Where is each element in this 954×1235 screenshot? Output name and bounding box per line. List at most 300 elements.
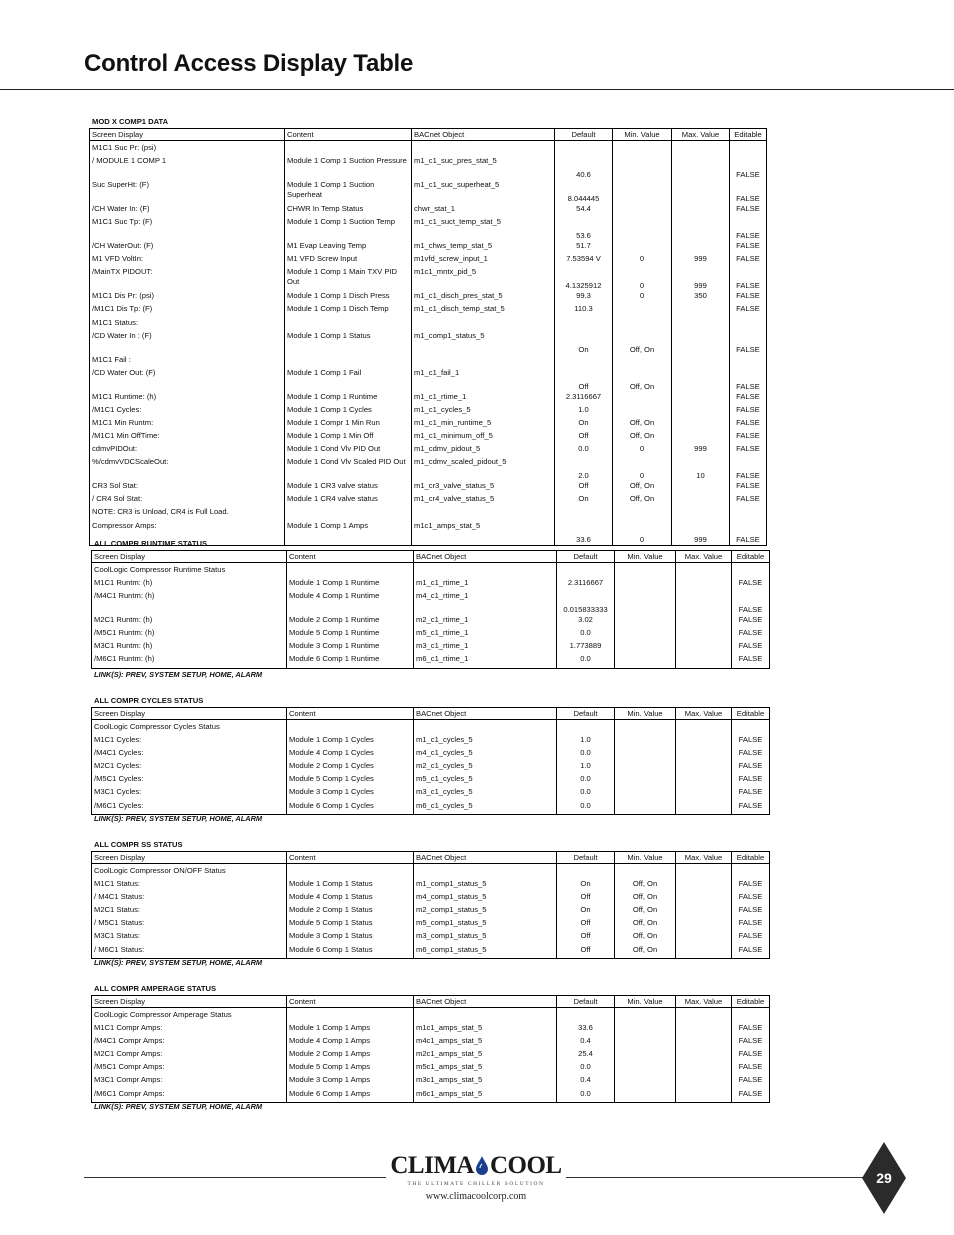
cell-editable: FALSE (730, 241, 767, 254)
cell-bacnet-object: m1_c1_suc_pres_stat_5 (412, 156, 555, 180)
cell-min-value (615, 787, 676, 800)
table-row (92, 774, 770, 787)
cell-screen-display: M3C1 Runtm: (h) (92, 641, 287, 654)
cell-screen-display: /M5C1 Cycles: (92, 774, 287, 787)
cell-editable: FALSE (730, 331, 767, 355)
cell-editable: FALSE (732, 787, 770, 800)
cell-max-value (672, 141, 730, 157)
cell-content: M1 VFD Screw Input (285, 254, 412, 267)
column-header-screen-display: Screen Display (92, 852, 287, 864)
cell-editable: FALSE (730, 392, 767, 405)
cell-editable: FALSE (732, 774, 770, 787)
column-header-max-value: Max. Value (672, 129, 730, 141)
cell-content: Module 3 Comp 1 Cycles (287, 787, 414, 800)
page-title: Control Access Display Table (84, 50, 414, 77)
cell-max-value (676, 654, 732, 668)
cell-max-value (676, 1023, 732, 1036)
cell-default-value: 1.0 (557, 761, 615, 774)
table-row (90, 405, 767, 418)
logo-text-clima: CLIMA (390, 1152, 474, 1179)
cell-default-value: Off (555, 368, 613, 392)
cell-bacnet-object: m5_comp1_status_5 (414, 918, 557, 931)
table-row (90, 481, 767, 494)
runtime-links[interactable]: LINK(S): PREV, SYSTEM SETUP, HOME, ALARM (94, 670, 263, 679)
cell-content: Module 1 Comp 1 Main TXV PID Out (285, 267, 412, 291)
cell-screen-display: /M1C1 Min OffTime: (90, 431, 285, 444)
cell-bacnet-object: m2c1_amps_stat_5 (414, 1049, 557, 1062)
cell-editable: FALSE (732, 748, 770, 761)
cell-screen-display: / MODULE 1 COMP 1 (90, 156, 285, 180)
cell-content: Module 1 Comp 1 Suction Superheat (285, 180, 412, 204)
table-row (90, 141, 767, 157)
column-header-min-value: Min. Value (615, 708, 676, 720)
cell-editable (730, 507, 767, 520)
cell-editable: FALSE (732, 801, 770, 815)
cell-screen-display: /M6C1 Compr Amps: (92, 1089, 287, 1103)
cell-content: Module 1 Comp 1 Runtime (287, 578, 414, 591)
cell-editable (730, 141, 767, 157)
cell-bacnet-object (414, 864, 557, 880)
column-header-content: Content (285, 129, 412, 141)
cell-bacnet-object: m1_c1_min_runtime_5 (412, 418, 555, 431)
cell-screen-display: M1C1 Cycles: (92, 735, 287, 748)
cell-bacnet-object (414, 720, 557, 736)
cell-screen-display: CR3 Sol Stat: (90, 481, 285, 494)
column-header-editable: Editable (730, 129, 767, 141)
column-header-max-value: Max. Value (676, 996, 732, 1008)
cell-content: Module 2 Comp 1 Amps (287, 1049, 414, 1062)
cell-min-value (615, 748, 676, 761)
cell-max-value: 999 (672, 444, 730, 457)
table-row (92, 879, 770, 892)
cell-default-value (555, 318, 613, 331)
cell-screen-display: M1C1 Status: (92, 879, 287, 892)
column-header-content: Content (287, 852, 414, 864)
column-header-default-value: Default (557, 852, 615, 864)
cell-editable: FALSE (730, 254, 767, 267)
table-row (92, 905, 770, 918)
table-row (90, 507, 767, 520)
cell-max-value (676, 879, 732, 892)
cell-max-value (676, 801, 732, 815)
cell-content (285, 507, 412, 520)
cell-default-value: Off (557, 892, 615, 905)
cell-default-value: 33.6 (555, 521, 613, 546)
cell-min-value: Off, On (613, 331, 672, 355)
cell-min-value (615, 578, 676, 591)
cell-bacnet-object: m4_comp1_status_5 (414, 892, 557, 905)
cell-default-value: 0.0 (557, 748, 615, 761)
cell-min-value (615, 735, 676, 748)
cell-max-value (672, 481, 730, 494)
amperage-status-table (91, 995, 770, 1103)
cell-default-value: 8.044445 (555, 180, 613, 204)
cell-bacnet-object: m2_c1_cycles_5 (414, 761, 557, 774)
cell-min-value (615, 720, 676, 736)
cell-max-value (676, 918, 732, 931)
column-header-content: Content (287, 708, 414, 720)
cell-content: M1 Evap Leaving Temp (285, 241, 412, 254)
cell-content: Module 4 Comp 1 Status (287, 892, 414, 905)
cell-default-value: 0.0 (557, 1062, 615, 1075)
cell-default-value: 0.0 (557, 801, 615, 815)
cell-max-value (676, 1075, 732, 1088)
cell-content: Module 1 Compr 1 Min Run (285, 418, 412, 431)
cell-default-value: 0.0 (557, 1089, 615, 1103)
cell-min-value (613, 405, 672, 418)
cell-max-value: 999 (672, 521, 730, 546)
column-header-content: Content (287, 551, 414, 563)
cell-max-value (676, 1089, 732, 1103)
column-header-bacnet-object: BACnet Object (414, 708, 557, 720)
column-header-screen-display: Screen Display (92, 551, 287, 563)
cell-screen-display: M3C1 Compr Amps: (92, 1075, 287, 1088)
cell-content: Module 6 Comp 1 Status (287, 945, 414, 959)
column-header-content: Content (287, 996, 414, 1008)
cell-content: Module 1 Cond Vlv Scaled PID Out (285, 457, 412, 481)
cell-max-value (676, 905, 732, 918)
cell-screen-display: / M6C1 Status: (92, 945, 287, 959)
cell-bacnet-object: m1c1_mntx_pid_5 (412, 267, 555, 291)
cell-bacnet-object: m4c1_amps_stat_5 (414, 1036, 557, 1049)
column-header-editable: Editable (732, 852, 770, 864)
cell-min-value (613, 304, 672, 317)
title-divider (0, 89, 954, 90)
cell-screen-display: /M4C1 Runtm: (h) (92, 591, 287, 615)
cell-screen-display: M3C1 Cycles: (92, 787, 287, 800)
cell-editable: FALSE (732, 892, 770, 905)
cell-bacnet-object: m1_c1_minimum_off_5 (412, 431, 555, 444)
cell-content: Module 6 Comp 1 Amps (287, 1089, 414, 1103)
cell-content: Module 1 Comp 1 Amps (285, 521, 412, 546)
cell-screen-display: M1C1 Compr Amps: (92, 1023, 287, 1036)
cell-screen-display: /CD Water Out: (F) (90, 368, 285, 392)
cell-max-value: 999 (672, 267, 730, 291)
cell-max-value (672, 507, 730, 520)
table-row (92, 761, 770, 774)
cell-bacnet-object (412, 507, 555, 520)
cell-screen-display: M1C1 Fail : (90, 355, 285, 368)
cell-min-value: Off, On (615, 931, 676, 944)
cell-content: Module 5 Comp 1 Runtime (287, 628, 414, 641)
table-row (92, 615, 770, 628)
cell-content (285, 355, 412, 368)
cell-max-value (672, 241, 730, 254)
cell-max-value (676, 1062, 732, 1075)
cell-content: Module 1 Comp 1 Cycles (285, 405, 412, 418)
column-header-min-value: Min. Value (615, 996, 676, 1008)
ss-links[interactable]: LINK(S): PREV, SYSTEM SETUP, HOME, ALARM (94, 958, 263, 967)
cell-bacnet-object: m1_comp1_status_5 (414, 879, 557, 892)
cell-min-value (615, 563, 676, 579)
cell-bacnet-object: m1_cdmv_scaled_pidout_5 (412, 457, 555, 481)
logo-tagline: THE ULTIMATE CHILLER SOLUTION (407, 1181, 545, 1187)
cell-content: Module 1 Cond Vlv PID Out (285, 444, 412, 457)
cell-min-value (613, 180, 672, 204)
cell-content: Module 3 Comp 1 Status (287, 931, 414, 944)
cell-bacnet-object: m1_c1_cycles_5 (412, 405, 555, 418)
cell-default-value: 1.0 (557, 735, 615, 748)
cell-bacnet-object (412, 141, 555, 157)
cell-min-value (613, 507, 672, 520)
cell-min-value (613, 217, 672, 241)
cell-max-value (676, 591, 732, 615)
amperage-links[interactable]: LINK(S): PREV, SYSTEM SETUP, HOME, ALARM (94, 1102, 263, 1111)
cell-screen-display: / M5C1 Status: (92, 918, 287, 931)
cell-screen-display: CoolLogic Compressor Runtime Status (92, 563, 287, 579)
cell-editable: FALSE (732, 1062, 770, 1075)
cell-bacnet-object: m1vfd_screw_input_1 (412, 254, 555, 267)
cell-default-value: On (555, 418, 613, 431)
cell-editable: FALSE (730, 431, 767, 444)
cell-content (287, 864, 414, 880)
cell-max-value (676, 774, 732, 787)
cell-default-value: Off (557, 918, 615, 931)
cell-screen-display: / CR4 Sol Stat: (90, 494, 285, 507)
table-row (90, 368, 767, 392)
cell-content (287, 720, 414, 736)
table-row (92, 563, 770, 579)
cell-bacnet-object: m3_c1_cycles_5 (414, 787, 557, 800)
cell-content: Module 2 Comp 1 Runtime (287, 615, 414, 628)
cell-default-value: Off (557, 945, 615, 959)
cell-default-value: On (557, 905, 615, 918)
cell-min-value: 0 (613, 444, 672, 457)
cell-editable: FALSE (732, 615, 770, 628)
cell-editable: FALSE (730, 405, 767, 418)
table-row (90, 254, 767, 267)
cell-editable: FALSE (730, 156, 767, 180)
cell-min-value (613, 204, 672, 217)
table-header-row (92, 996, 770, 1008)
cell-screen-display: M2C1 Runtm: (h) (92, 615, 287, 628)
cell-default-value: 0.4 (557, 1036, 615, 1049)
cell-content: Module 3 Comp 1 Amps (287, 1075, 414, 1088)
logo-text-cool: COOL (489, 1152, 562, 1179)
cell-editable: FALSE (732, 641, 770, 654)
cell-screen-display: M1C1 Suc Tp: (F) (90, 217, 285, 241)
cell-default-value: 1.773889 (557, 641, 615, 654)
table-row (92, 748, 770, 761)
cell-screen-display: M2C1 Cycles: (92, 761, 287, 774)
cell-content (285, 318, 412, 331)
cell-screen-display: /M1C1 Cycles: (90, 405, 285, 418)
cell-content: Module 5 Comp 1 Status (287, 918, 414, 931)
cell-content: Module 5 Comp 1 Cycles (287, 774, 414, 787)
table-row (90, 267, 767, 291)
cell-screen-display: %/cdmvVDCScaleOut: (90, 457, 285, 481)
comp1-data-table (89, 128, 767, 546)
section-title-comp1: MOD X COMP1 DATA (92, 117, 169, 126)
table-row (90, 331, 767, 355)
cell-screen-display: NOTE: CR3 is Unload, CR4 is Full Load. (90, 507, 285, 520)
cell-min-value (615, 1008, 676, 1024)
table-row (90, 431, 767, 444)
table-row (90, 156, 767, 180)
cell-min-value (615, 641, 676, 654)
cell-editable: FALSE (732, 1089, 770, 1103)
table-row (92, 654, 770, 668)
column-header-editable: Editable (732, 708, 770, 720)
cell-bacnet-object: m1c1_amps_stat_5 (412, 521, 555, 546)
cell-editable (732, 1008, 770, 1024)
cell-default-value: 1.0 (555, 405, 613, 418)
cell-editable: FALSE (730, 217, 767, 241)
cell-max-value (676, 864, 732, 880)
cell-default-value: 110.3 (555, 304, 613, 317)
table-row (92, 945, 770, 959)
cell-editable: FALSE (732, 905, 770, 918)
cell-max-value (672, 431, 730, 444)
table-row (92, 864, 770, 880)
cell-content: Module 4 Comp 1 Cycles (287, 748, 414, 761)
cycles-links[interactable]: LINK(S): PREV, SYSTEM SETUP, HOME, ALARM (94, 814, 263, 823)
cell-min-value: Off, On (613, 418, 672, 431)
cell-editable: FALSE (732, 578, 770, 591)
website-url[interactable]: www.climacoolcorp.com (425, 1191, 527, 1202)
cell-default-value: Off (555, 481, 613, 494)
cell-content: Module 5 Comp 1 Amps (287, 1062, 414, 1075)
cell-max-value (676, 892, 732, 905)
column-header-default-value: Default (557, 708, 615, 720)
cell-min-value: Off, On (615, 892, 676, 905)
cell-editable: FALSE (732, 1036, 770, 1049)
cell-bacnet-object: m1_c1_rtime_1 (414, 578, 557, 591)
table-row (90, 444, 767, 457)
cell-max-value (672, 331, 730, 355)
cell-max-value (672, 418, 730, 431)
cell-screen-display: cdmvPIDOut: (90, 444, 285, 457)
cell-default-value: 4.1325912 (555, 267, 613, 291)
cell-default-value (555, 507, 613, 520)
table-row (92, 1089, 770, 1103)
table-row (90, 291, 767, 304)
column-header-min-value: Min. Value (615, 551, 676, 563)
cell-bacnet-object: m6_c1_rtime_1 (414, 654, 557, 668)
cell-screen-display: /M6C1 Cycles: (92, 801, 287, 815)
cell-default-value (557, 864, 615, 880)
cell-default-value: Off (555, 431, 613, 444)
cell-max-value (676, 761, 732, 774)
cell-bacnet-object: m3_comp1_status_5 (414, 931, 557, 944)
cell-screen-display: /MainTX PIDOUT: (90, 267, 285, 291)
column-header-screen-display: Screen Display (92, 996, 287, 1008)
cell-editable: FALSE (732, 735, 770, 748)
cell-editable: FALSE (730, 444, 767, 457)
cell-bacnet-object (414, 563, 557, 579)
cycles-status-table (91, 707, 770, 815)
cell-max-value (672, 217, 730, 241)
cell-editable: FALSE (732, 1049, 770, 1062)
table-row (92, 1075, 770, 1088)
cell-default-value (555, 141, 613, 157)
cell-default-value: 99.3 (555, 291, 613, 304)
cell-bacnet-object: m1c1_amps_stat_5 (414, 1023, 557, 1036)
cell-screen-display: M1C1 Runtm: (h) (92, 578, 287, 591)
cell-bacnet-object (412, 318, 555, 331)
cell-content: Module 1 Comp 1 Fail (285, 368, 412, 392)
cell-bacnet-object: m1_cdmv_pidout_5 (412, 444, 555, 457)
cell-editable: FALSE (730, 180, 767, 204)
cell-default-value: 0.0 (557, 628, 615, 641)
cell-screen-display: CoolLogic Compressor Cycles Status (92, 720, 287, 736)
cell-default-value: 0.0 (557, 654, 615, 668)
cell-default-value: 53.6 (555, 217, 613, 241)
cell-content: Module 1 Comp 1 Status (287, 879, 414, 892)
cell-bacnet-object: m5_c1_rtime_1 (414, 628, 557, 641)
table-row (92, 720, 770, 736)
column-header-default-value: Default (557, 996, 615, 1008)
cell-screen-display: /M4C1 Cycles: (92, 748, 287, 761)
cell-editable: FALSE (730, 304, 767, 317)
cell-max-value (676, 931, 732, 944)
table-row (92, 801, 770, 815)
cell-default-value: 40.6 (555, 156, 613, 180)
cell-screen-display: /M1C1 Dis Tp: (F) (90, 304, 285, 317)
cell-max-value: 999 (672, 254, 730, 267)
cell-min-value: 0 (613, 521, 672, 546)
cell-min-value (615, 1023, 676, 1036)
cell-min-value (613, 156, 672, 180)
column-header-editable: Editable (732, 996, 770, 1008)
cell-max-value (676, 1036, 732, 1049)
cell-max-value: 10 (672, 457, 730, 481)
cell-content: Module 1 Comp 1 Amps (287, 1023, 414, 1036)
cell-max-value (672, 180, 730, 204)
cell-max-value (672, 392, 730, 405)
cell-max-value (672, 494, 730, 507)
cell-content: Module 6 Comp 1 Runtime (287, 654, 414, 668)
column-header-bacnet-object: BACnet Object (414, 852, 557, 864)
cell-screen-display: CoolLogic Compressor Amperage Status (92, 1008, 287, 1024)
cell-max-value (676, 945, 732, 959)
cell-screen-display: M1C1 Status: (90, 318, 285, 331)
cell-editable: FALSE (732, 931, 770, 944)
cell-content: Module 1 Comp 1 Suction Pressure (285, 156, 412, 180)
cell-bacnet-object: m6_comp1_status_5 (414, 945, 557, 959)
column-header-max-value: Max. Value (676, 708, 732, 720)
footer-rule-right (566, 1177, 864, 1178)
cell-default-value (557, 720, 615, 736)
table-row (92, 1008, 770, 1024)
cell-min-value: Off, On (615, 879, 676, 892)
cell-min-value (615, 628, 676, 641)
cell-max-value (672, 368, 730, 392)
table-row (92, 1036, 770, 1049)
cell-content: Module 1 Comp 1 Disch Temp (285, 304, 412, 317)
cell-default-value: 2.0 (555, 457, 613, 481)
cell-default-value: 51.7 (555, 241, 613, 254)
cell-min-value: Off, On (613, 481, 672, 494)
cell-bacnet-object: m5_c1_cycles_5 (414, 774, 557, 787)
cell-bacnet-object (412, 355, 555, 368)
cell-bacnet-object: m2_c1_rtime_1 (414, 615, 557, 628)
cell-screen-display: Suc SuperHt: (F) (90, 180, 285, 204)
cell-min-value (613, 241, 672, 254)
section-title-amperage: ALL COMPR AMPERAGE STATUS (94, 984, 217, 993)
cell-max-value (676, 641, 732, 654)
cell-screen-display: /M4C1 Compr Amps: (92, 1036, 287, 1049)
cell-default-value: 7.53594 V (555, 254, 613, 267)
cell-default-value: 54.4 (555, 204, 613, 217)
cell-screen-display: Compressor Amps: (90, 521, 285, 546)
cell-max-value (676, 1008, 732, 1024)
cell-editable: FALSE (732, 1023, 770, 1036)
cell-content: Module 2 Comp 1 Cycles (287, 761, 414, 774)
cell-bacnet-object: m1_chws_temp_stat_5 (412, 241, 555, 254)
cell-default-value: On (555, 331, 613, 355)
cell-default-value: 33.6 (557, 1023, 615, 1036)
